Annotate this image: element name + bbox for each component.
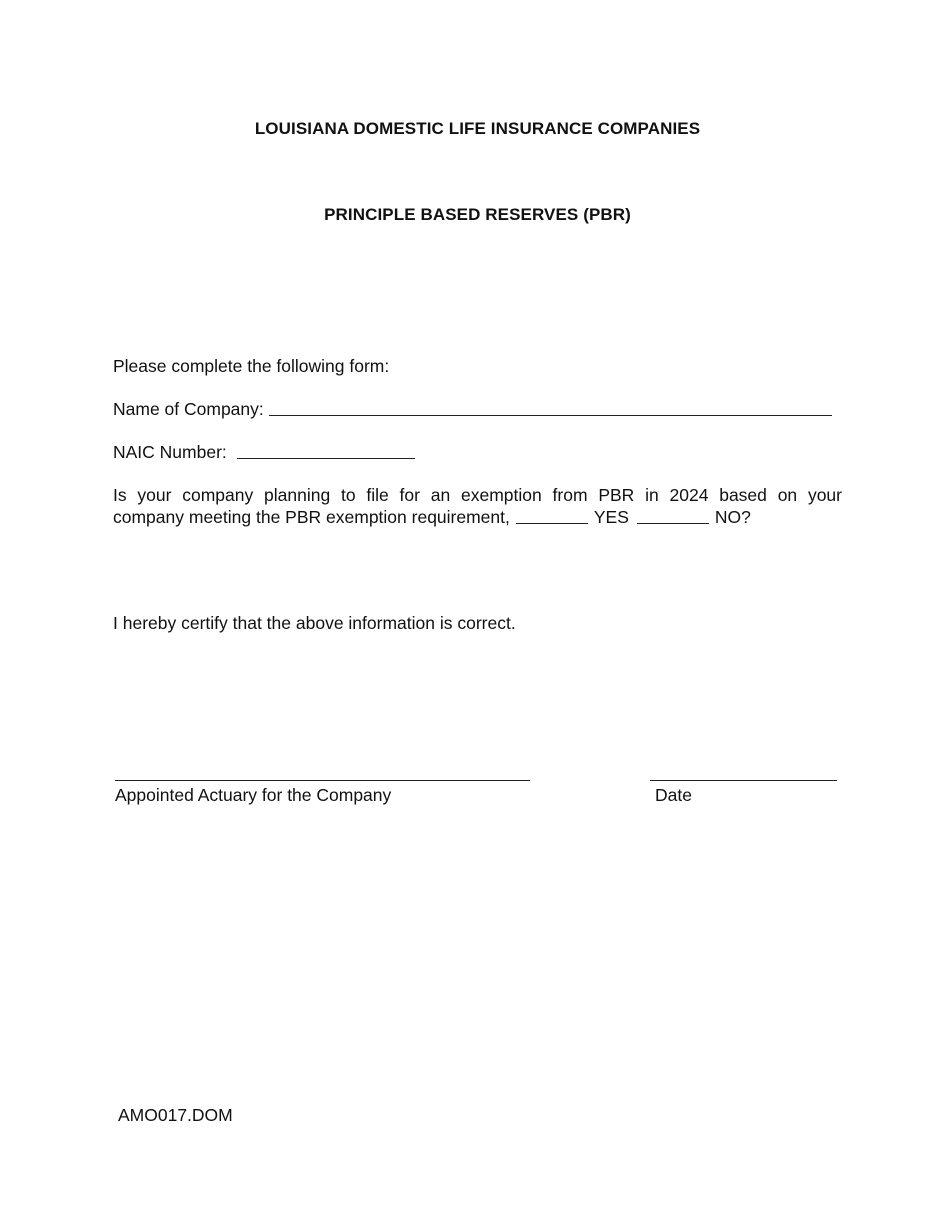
company-name-field[interactable] bbox=[269, 399, 832, 416]
no-answer-blank[interactable] bbox=[637, 509, 709, 524]
date-label: Date bbox=[655, 785, 692, 805]
naic-number-row bbox=[113, 441, 415, 463]
no-label: NO? bbox=[714, 507, 751, 527]
exemption-question bbox=[113, 484, 842, 528]
document-subtitle: PRINCIPLE BASED RESERVES (PBR) bbox=[324, 205, 631, 224]
question-line-1: Is your company planning to file for an exemption from PBR in 2024 based on your bbox=[113, 485, 842, 505]
question-line-2 bbox=[113, 506, 842, 528]
document-title: LOUISIANA DOMESTIC LIFE INSURANCE COMPANIES bbox=[254, 119, 701, 138]
yes-answer-blank[interactable] bbox=[516, 509, 588, 524]
actuary-signature-line[interactable] bbox=[115, 780, 530, 781]
date-signature-line[interactable] bbox=[650, 780, 837, 781]
form-code: AMO017.DOM bbox=[118, 1105, 233, 1125]
naic-number-field[interactable] bbox=[237, 442, 415, 459]
certification-statement: I hereby certify that the above information is correct. bbox=[113, 613, 516, 633]
company-name-row bbox=[113, 398, 832, 420]
yes-label: YES bbox=[593, 507, 629, 527]
form-instructions: Please complete the following form: bbox=[113, 356, 390, 376]
actuary-signature-label: Appointed Actuary for the Company bbox=[115, 785, 392, 805]
question-line-2-text: company meeting the PBR exemption requirement, bbox=[113, 507, 510, 527]
company-name-label: Name of Company: bbox=[113, 399, 264, 419]
naic-number-label: NAIC Number: bbox=[113, 442, 227, 462]
